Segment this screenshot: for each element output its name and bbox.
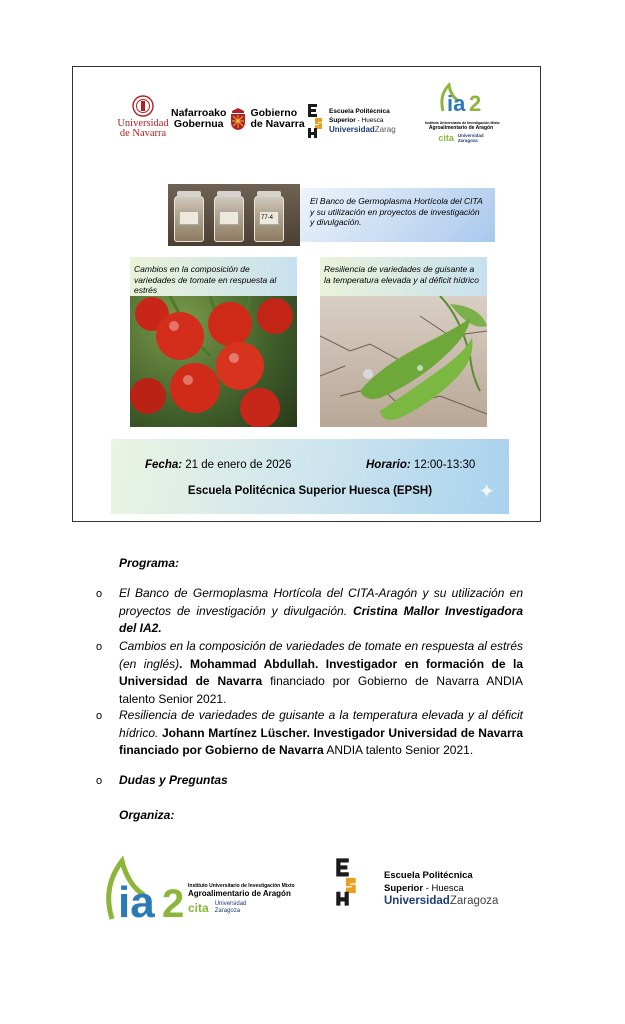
ia2-footer-mark-icon: [102, 855, 192, 925]
fecha-value: 21 de enero de 2026: [182, 459, 292, 471]
venue-text: Escuela Politécnica Superior Huesca (EPSH): [187, 485, 433, 497]
fecha-label: Fecha:: [145, 459, 183, 471]
program-item-2: [119, 638, 523, 708]
eps-footer-line2b: - Huesca: [423, 883, 464, 894]
item3-speaker: Johann Martínez Lüscher. Investigador Universidad de Navarra financiado por Gobierno de Navarra: [119, 725, 523, 757]
pea-photo: [320, 296, 487, 427]
horario-value: 12:00-13:30: [410, 459, 476, 471]
eps-line2a: Superior: [329, 117, 356, 124]
unav-seal-icon: [132, 95, 154, 117]
navarra-right-line2: de Navarra: [250, 118, 305, 130]
item3-funding: ANDIA talento Senior 2021.: [323, 743, 474, 757]
pea-caption: Resiliencia de variedades de guisante a la temperatura elevada y al déficit hídrico: [320, 257, 487, 296]
tomato-photo: [130, 296, 297, 427]
svg-text:2: 2: [469, 91, 482, 115]
ia2-logo: [425, 81, 500, 143]
universidad-de-navarra-logo: [117, 95, 169, 139]
horario-label: Horario:: [366, 459, 411, 471]
item2-speaker: . Mohammad Abdullah. Investigador en formación de la Universidad de Navarra: [119, 656, 523, 688]
eps-line1: Escuela Politécnica: [329, 108, 390, 115]
tomato-card: [130, 257, 297, 427]
banco-caption: El Banco de Germoplasma Hortícola del CITA y su utilización en proyectos de investigación y divulgación.: [300, 188, 495, 242]
eps-footer-line2a: Superior: [384, 883, 424, 894]
tomato-caption: Cambios en la composición de variedades de tomate en respuesta al estrés: [130, 257, 297, 296]
eps-line3b: Zarag: [374, 125, 396, 134]
program-item-3: [119, 707, 523, 760]
item1-title: El Banco de Germoplasma Hortícola del CITA-Aragón y su utilización en proyectos de investigación y divulgación.: [119, 586, 523, 618]
program-item-1: [119, 585, 523, 638]
navarra-left-line2: Gobernua: [173, 118, 224, 130]
bullet-icon: o: [96, 641, 103, 653]
svg-text:ia: ia: [447, 91, 466, 115]
footer-uz2: Zaragoza: [214, 908, 241, 914]
event-info-box: [111, 439, 509, 514]
organiza-title: Organiza:: [119, 808, 175, 822]
footer-uz1: Universidad: [214, 901, 247, 907]
ia2-line2: Agroalimentario de Aragón: [428, 125, 494, 131]
ia2-line1: Instituto Universitario de Investigación Mixto: [425, 121, 500, 125]
navarra-right-line1: Gobierno: [250, 107, 298, 119]
eps-letters-icon: [307, 103, 323, 139]
ia2-footer-line1: Instituto Universitario de Investigación Mixto: [188, 883, 295, 889]
banco-germoplasma-panel: [168, 184, 495, 246]
program-item-4: [119, 772, 523, 790]
item2-funding: financiado por Gobierno de Navarra ANDIA talento Senior 2021.: [119, 674, 523, 706]
unav-name-line1: Universidad: [117, 118, 169, 129]
eps-line3a: Universidad: [329, 125, 375, 134]
item4-title: Dudas y Preguntas: [119, 773, 228, 787]
pea-card: [320, 257, 487, 427]
ia2-uz2: Zaragoza: [457, 138, 478, 143]
bullet-icon: o: [96, 588, 103, 600]
cita-footer-logo: cita: [188, 901, 209, 915]
bullet-icon: o: [96, 775, 103, 787]
unav-name-line2: de Navarra: [119, 128, 167, 139]
eps-footer-line1: Escuela Politécnica: [384, 870, 473, 881]
eps-huesca-logo: [307, 103, 396, 139]
item1-speaker: Cristina Mallor Investigadora del IA2.: [119, 603, 523, 635]
item3-title: Resiliencia de variedades de guisante a la temperatura elevada y al déficit hídrico.: [119, 708, 523, 740]
navarra-left-line1: Nafarroako: [171, 107, 227, 119]
svg-text:2: 2: [162, 882, 185, 925]
ia2-footer-logo: [102, 855, 295, 925]
item2-title: Cambios en la composición de variedades de tomate en respuesta al estrés (en inglés): [119, 639, 523, 671]
eps-footer-line3b: Zaragoza: [449, 895, 499, 907]
program-title: Programa:: [119, 556, 180, 570]
sparkle-icon: ✦: [478, 481, 495, 503]
svg-text:ia: ia: [118, 878, 155, 925]
bullet-icon: o: [96, 710, 103, 722]
navarra-shield-icon: [229, 107, 247, 131]
cita-logo: cita: [438, 133, 454, 143]
eps-footer-logo: [334, 857, 504, 909]
jar-label: 77-4: [259, 211, 279, 225]
event-poster: [72, 66, 541, 522]
ia2-mark-icon: [437, 81, 485, 115]
eps-footer-letters-icon: [334, 857, 358, 907]
ia2-uz1: Universidad: [457, 133, 484, 138]
eps-footer-line3a: Universidad: [384, 895, 450, 907]
eps-line2b: - Huesca: [355, 117, 384, 124]
gobierno-de-navarra-logo: [171, 107, 305, 131]
ia2-footer-line2: Agroalimentario de Aragón: [188, 889, 291, 898]
seed-jars-photo: [168, 184, 300, 246]
